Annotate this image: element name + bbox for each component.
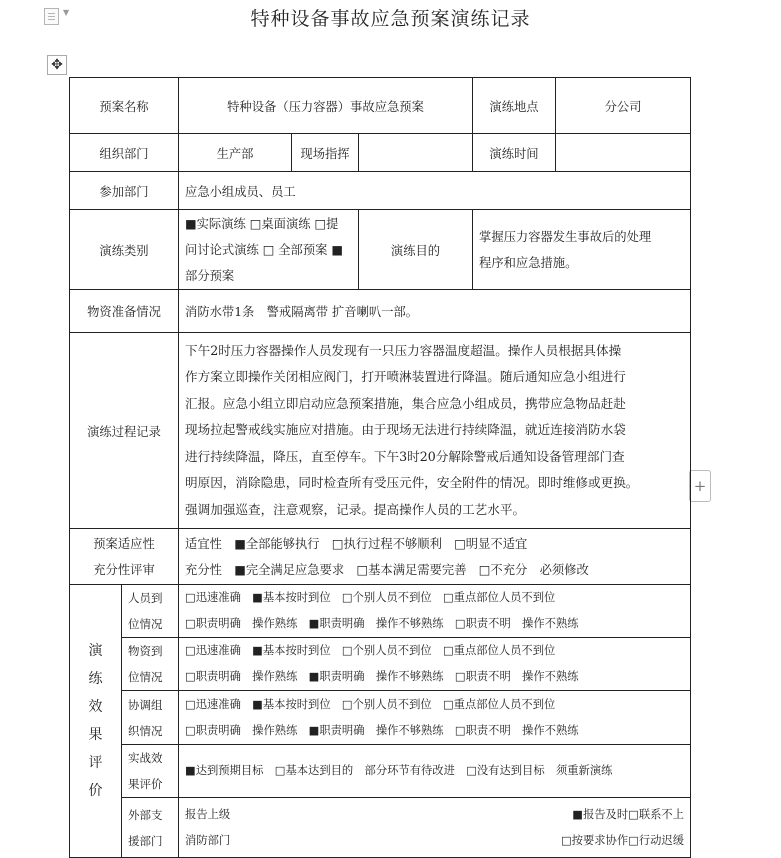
effectiveness-label	[122, 745, 179, 798]
process-line: 现场拉起警戒线实施应对措施。由于现场无法进行持续降温，就近连接消防水袋	[185, 422, 626, 438]
plan-name-value[interactable]: 特种设备（压力容器）事故应急预案	[179, 78, 473, 134]
location-label: 演练地点	[473, 78, 556, 134]
materials-arrival-label	[122, 638, 179, 691]
org-dept-value[interactable]: 生产部	[179, 134, 292, 172]
external-support-options[interactable]	[179, 798, 691, 858]
external-row	[185, 802, 684, 828]
category-options[interactable]	[179, 210, 359, 290]
sublabel-line: 位情况	[128, 670, 163, 684]
sublabel-line: 援部门	[128, 833, 163, 848]
category-line: 部分预案	[185, 268, 235, 283]
category-label: 演练类别	[70, 210, 179, 290]
coordination-label	[122, 691, 179, 745]
option-line: □迅速准确 ■基本按时到位 □个别人员不到位 □重点部位人员不到位	[185, 697, 556, 711]
record-table	[69, 77, 691, 858]
plus-icon[interactable]: +	[689, 470, 711, 502]
effect-char: 演	[88, 643, 103, 659]
materials-arrival-options[interactable]	[179, 638, 691, 691]
sublabel-line: 实战效	[128, 751, 163, 765]
move-icon[interactable]: ✥	[47, 55, 67, 75]
external-party: 消防部门	[185, 833, 231, 847]
category-line: ■实际演练 □桌面演练 □提	[185, 216, 339, 231]
participants-value[interactable]: 应急小组成员、员工	[179, 172, 691, 210]
option-line: ■达到预期目标 □基本达到目的 部分环节有待改进 □没有达到目标 须重新演练	[185, 764, 613, 777]
location-value[interactable]: 分公司	[556, 78, 691, 134]
option-line: □迅速准确 ■基本按时到位 □个别人员不到位 □重点部位人员不到位	[185, 644, 556, 657]
chevron-down-icon[interactable]: ▼	[63, 8, 70, 17]
sublabel-line: 人员到	[128, 591, 163, 605]
sublabel-line: 位情况	[128, 617, 163, 631]
option-line: □职责明确 操作熟练 ■职责明确 操作不够熟练 □职责不明 操作不熟练	[185, 723, 579, 737]
suitability-line: 适宜性 ■全部能够执行 □执行过程不够顺利 □明显不适宜	[185, 536, 528, 551]
external-support-label	[122, 798, 179, 858]
drill-time-value[interactable]	[556, 134, 691, 172]
page-title: 特种设备事故应急预案演练记录	[250, 8, 531, 30]
org-dept-label: 组织部门	[70, 134, 179, 172]
review-label-line: 预案适应性	[93, 536, 155, 551]
process-line: 下午2时压力容器操作人员发现有一只压力容器温度超温。操作人员根据具体操	[185, 342, 622, 358]
purpose-line: 掌握压力容器发生事故后的处理	[479, 229, 652, 244]
process-line: 进行持续降温，降压，直至停车。下午3时20分解除警戒后通知设备管理部门查	[185, 448, 625, 464]
sublabel-line: 物资到	[128, 644, 163, 658]
adequacy-line: 充分性 ■完全满足应急要求 □基本满足需要完善 □不充分 必须修改	[185, 562, 589, 577]
process-record[interactable]	[179, 333, 691, 529]
effect-char: 评	[88, 755, 103, 771]
personnel-label	[122, 585, 179, 638]
category-line: 问讨论式演练 □ 全部预案 ■	[185, 242, 343, 257]
effect-char: 练	[88, 671, 103, 687]
purpose-line: 程序和应急措施。	[479, 255, 578, 270]
sublabel-line: 外部支	[128, 807, 163, 822]
sublabel-line: 织情况	[128, 723, 163, 738]
external-status: ■报告及时□联系不上	[572, 807, 685, 821]
purpose-value[interactable]	[473, 210, 691, 290]
review-label-line: 充分性评审	[93, 562, 155, 577]
materials-value[interactable]: 消防水带1条 警戒隔离带 扩音喇叭一部。	[179, 290, 691, 333]
effect-char: 果	[88, 727, 103, 743]
external-row	[185, 828, 684, 854]
personnel-options[interactable]	[179, 585, 691, 638]
commander-value[interactable]	[359, 134, 473, 172]
effect-char: 效	[88, 699, 103, 715]
participants-label: 参加部门	[70, 172, 179, 210]
commander-label: 现场指挥	[292, 134, 359, 172]
process-line: 作方案立即操作关闭相应阀门，打开喷淋装置进行降温。随后通知应急小组进行	[185, 369, 626, 385]
effect-char: 价	[88, 783, 103, 799]
review-options[interactable]	[179, 529, 691, 585]
option-line: □职责明确 操作熟练 ■职责明确 操作不够熟练 □职责不明 操作不熟练	[185, 617, 579, 630]
option-line: □职责明确 操作熟练 ■职责明确 操作不够熟练 □职责不明 操作不熟练	[185, 670, 579, 683]
coordination-options[interactable]	[179, 691, 691, 745]
effect-evaluation-label	[70, 585, 122, 858]
process-label: 演练过程记录	[70, 333, 179, 529]
purpose-label: 演练目的	[359, 210, 473, 290]
sublabel-line: 协调组	[128, 697, 163, 712]
process-line: 汇报。应急小组立即启动应急预案措施，集合应急小组成员，携带应急物品赶赴	[185, 395, 626, 411]
option-line: □迅速准确 ■基本按时到位 □个别人员不到位 □重点部位人员不到位	[185, 591, 556, 604]
review-label	[70, 529, 179, 585]
plan-name-label: 预案名称	[70, 78, 179, 134]
materials-label: 物资准备情况	[70, 290, 179, 333]
external-status: □按要求协作□行动迟缓	[560, 833, 685, 847]
drill-time-label: 演练时间	[473, 134, 556, 172]
process-line: 明原因，消除隐患，同时检查所有受压元件，安全附件的情况。即时维修或更换。	[185, 475, 639, 491]
process-line: 强调加强巡查，注意观察，记录。提高操作人员的工艺水平。	[185, 501, 526, 517]
effectiveness-options[interactable]	[179, 745, 691, 798]
sublabel-line: 果评价	[128, 777, 163, 791]
external-party: 报告上级	[185, 807, 231, 821]
